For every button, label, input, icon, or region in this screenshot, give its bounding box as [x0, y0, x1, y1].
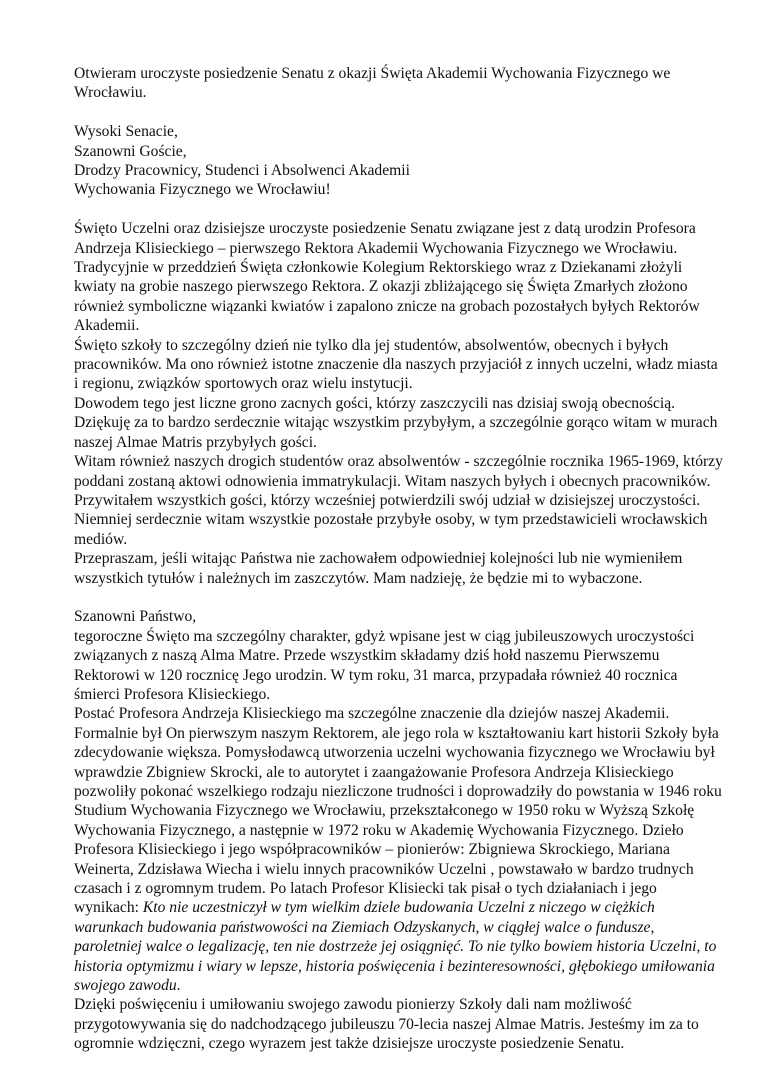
salutation-line: Wysoki Senacie,	[74, 123, 178, 141]
welcome-section	[74, 219, 724, 588]
paragraph-guests: Dowodem tego jest liczne grono zacnych gości, którzy zaszczycili nas dzisiaj swoją obecnością. Dziękuję za to bardzo serdecznie witając wszystkim przybyłym, a szczególnie gorąco witam w murach naszej Almae Matris przybyłych gości.	[74, 394, 718, 451]
address-line: Szanowni Państwo,	[74, 608, 197, 626]
klisiecki-text: Postać Profesora Andrzeja Klisieckiego ma szczególne znaczenie dla dziejów naszej Akademii. Formalnie był On pierwszym naszym Rektorem, ale jego rola w kształtowaniu kart historii Szkoły była zdecydowanie większa. Pomysłodawcą utworzenia uczelni wychowania fizycznego we Wrocławiu był wprawdzie Zbigniew Skrocki, ale to autorytet i zaangażowanie Profesora Andrzeja Klisieckiego pozwoliły pokonać wszelkiego rodzaju niezliczone trudności i doprowadziły do powstania w 1946 roku Studium Wychowania Fizycznego we Wrocławiu, przekształconego w 1950 roku w Wyższą Szkołę Wychowania Fizycznego, a następnie w 1972 roku w Akademię Wychowania Fizycznego. Dzieło Profesora Klisieckiego i jego współpracowników – pionierów: Zbigniewa Skrockiego, Mariana Weinerta, Zdzisława Wiecha i wielu innych pracowników Uczelni , powstawało w bardzo trudnych czasach i z ogromnym trudem. Po latach Profesor Klisiecki tak pisał o tych działaniach i jego wynikach:	[74, 705, 722, 917]
paragraph-university-day: Święto Uczelni oraz dzisiejsze uroczyste posiedzenie Senatu związane jest z datą urodzin Profesora Andrzeja Klisieckiego – pierwszego Rektora Akademii Wychowania Fizycznego we Wrocławiu. Tradycyjnie w przeddzień Święta członkowie Kolegium Rektorskiego wraz z Dziekanami złożyli kwiaty na grobie naszego pierwszego Rektora. Z okazji zbliżającego się Święta Zmarłych złożono również symboliczne wiązanki kwiatów i zapalono znicze na grobach pozostałych byłych Rektorów Akademii.	[74, 220, 700, 335]
salutation-block	[74, 122, 724, 200]
klisiecki-end: .	[176, 977, 181, 995]
paragraph-school-day: Święto szkoły to szczególny dzień nie tylko dla jej studentów, absolwentów, obecnych i byłych pracowników. Ma ono również istotne znaczenie dla naszych przyjaciół z innych uczelni, władz miasta i regionu, związków sportowych oraz wielu instytucji.	[74, 336, 718, 393]
salutation-line: Wychowania Fizycznego we Wrocławiu!	[74, 181, 331, 199]
paragraph-gratitude: Dzięki poświęceniu i umiłowaniu swojego zawodu pionierzy Szkoły dali nam możliwość przygotowywania się do nadchodzącego jubileuszu 70-lecia naszej Almae Matris. Jesteśmy im za to ogromnie wdzięczni, czego wyrazem jest także dzisiejsze uroczyste posiedzenie Senatu.	[74, 996, 699, 1053]
paragraph-apology: Przepraszam, jeśli witając Państwa nie zachowałem odpowiedniej kolejności lub nie wymieniłem wszystkich tytułów i należnych im zaszczytów. Mam nadzieję, że będzie mi to wybaczone.	[74, 550, 683, 587]
paragraph-students: Witam również naszych drogich studentów oraz absolwentów - szczególnie rocznika 1965-1969, którzy poddani zostaną aktowi odnowienia immatrykulacji. Witam naszych byłych i obecnych pracowników.	[74, 453, 723, 490]
paragraph-klisiecki	[74, 704, 724, 995]
document-page	[74, 64, 724, 1073]
salutation-line: Drodzy Pracownicy, Studenci i Absolwenci Akademii	[74, 162, 410, 180]
paragraph-welcomed: Przywitałem wszystkich gości, którzy wcześniej potwierdzili swój udział w dzisiejszej uroczystości. Niemniej serdecznie witam wszystkie pozostałe przybyłe osoby, w tym przedstawicieli wrocławskich mediów.	[74, 491, 708, 548]
paragraph-anniversary: tegoroczne Święto ma szczególny charakter, gdyż wpisane jest w ciąg jubileuszowych uroczystości związanych z naszą Alma Matre. Przede wszystkim składamy dziś hołd naszemu Pierwszemu Rektorowi w 120 rocznicę Jego urodzin. W tym roku, 31 marca, przypadała również 40 rocznica śmierci Profesora Klisieckiego.	[74, 627, 695, 703]
opening-paragraph: Otwieram uroczyste posiedzenie Senatu z okazji Święta Akademii Wychowania Fizycznego we Wrocławiu.	[74, 65, 671, 102]
salutation-line: Szanowni Goście,	[74, 142, 187, 160]
klisiecki-quote: Kto nie uczestniczył w tym wielkim dziele budowania Uczelni z niczego w ciężkich warunkach budowania państwowości na Ziemiach Odzyskanych, w ciągłej walce o fundusze, paroletniej walce o legalizację, ten nie dostrzeże jej osiągnięć. To nie tylko bowiem historia Uczelni, to historia optymizmu i wiary w lepsze, historia poświęcenia i bezinteresowności, głębokiego umiłowania swojego zawodu	[74, 899, 717, 995]
history-section	[74, 607, 724, 1053]
